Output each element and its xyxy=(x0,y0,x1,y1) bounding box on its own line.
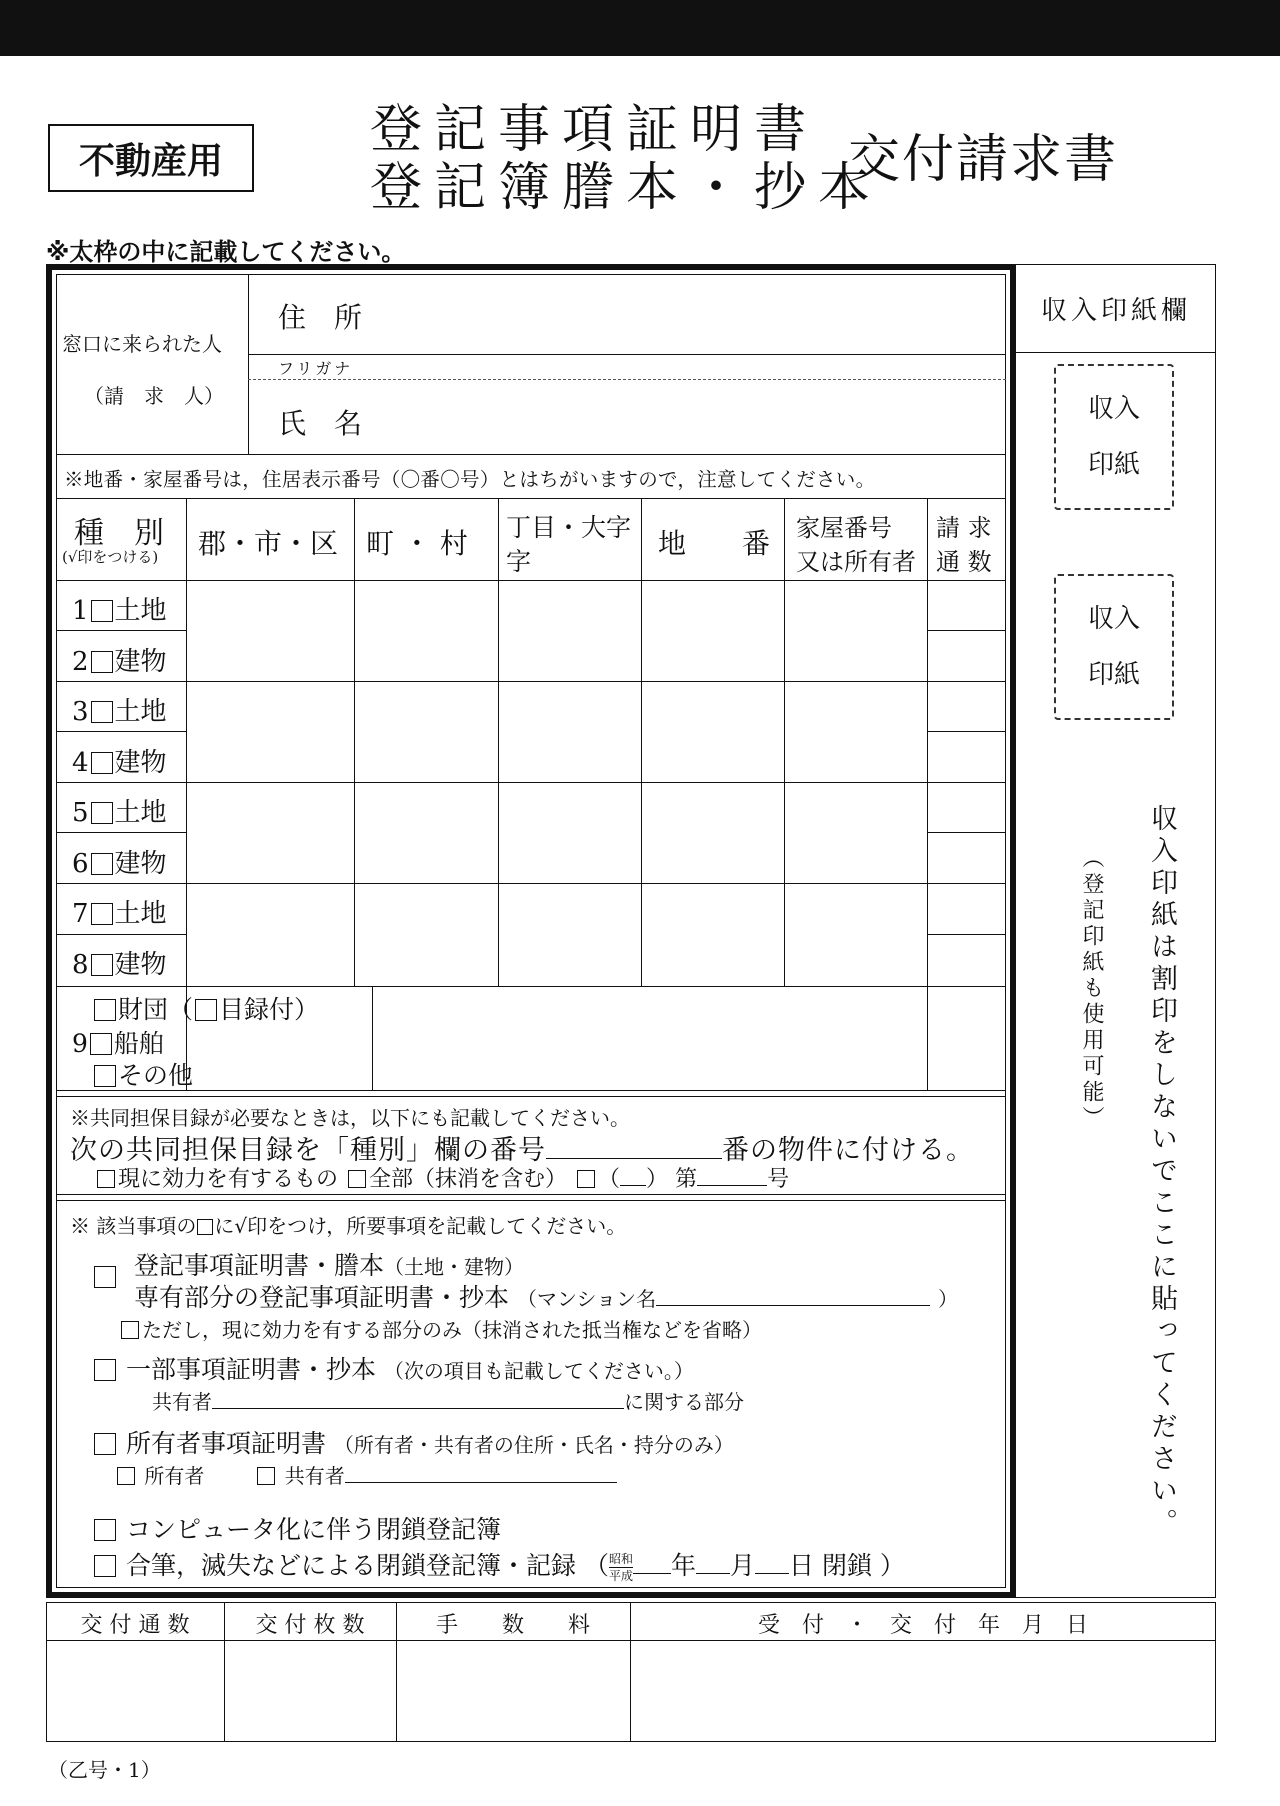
col-house: 家屋番号 xyxy=(796,514,892,542)
row9-opt1-sub: 目録付） xyxy=(219,995,320,1024)
item1-line2 xyxy=(134,1278,958,1314)
checkbox[interactable] xyxy=(577,1170,595,1188)
col-copies: 請 求 xyxy=(936,514,992,542)
stamp-note-main: 収入印紙は割印をしないでここに貼ってください。 xyxy=(1146,804,1177,1540)
day-label: 日 閉鎖 xyxy=(789,1551,872,1580)
catalog-number-field[interactable] xyxy=(697,1164,767,1186)
scan-top-band xyxy=(0,0,1280,56)
row-number: 5 xyxy=(72,798,89,828)
stamp-label: 収入 xyxy=(1087,604,1140,634)
opt-current: 現に効力を有するもの xyxy=(118,1167,339,1192)
checkbox[interactable] xyxy=(94,1519,116,1541)
row-number: 1 xyxy=(72,596,89,626)
coowner-label: 共有者 xyxy=(284,1464,345,1488)
footer-copies: 交 付 通 数 xyxy=(80,1613,190,1638)
item1-line1 xyxy=(134,1246,524,1282)
col-chome-aza: 字 xyxy=(506,547,532,576)
checkbox[interactable] xyxy=(94,1555,116,1577)
row-number: 8 xyxy=(72,950,89,980)
item3-options xyxy=(114,1460,617,1489)
row-2[interactable] xyxy=(72,641,167,678)
go-label: 号 xyxy=(767,1167,790,1192)
checkbox[interactable] xyxy=(121,1321,139,1339)
checkbox[interactable] xyxy=(94,1065,116,1087)
checkbox[interactable] xyxy=(91,701,113,723)
month-label: 月 xyxy=(729,1551,755,1580)
item3-coowner-field[interactable] xyxy=(345,1463,617,1483)
col-lot: 地 番 xyxy=(658,527,771,560)
row-3[interactable] xyxy=(72,691,167,728)
item5-close: ） xyxy=(879,1551,905,1580)
item2-coowner-line xyxy=(152,1386,744,1415)
mansion-name-field[interactable] xyxy=(656,1281,930,1306)
checkbox[interactable] xyxy=(348,1170,366,1188)
address-label: 住 所 xyxy=(278,301,363,334)
checkbox[interactable] xyxy=(94,1433,116,1455)
row-kind: 土地 xyxy=(114,697,167,727)
row-kind: 建物 xyxy=(114,849,167,879)
row-number: 2 xyxy=(72,647,89,677)
row-kind: 土地 xyxy=(114,596,167,626)
checkbox[interactable] xyxy=(91,903,113,925)
item1-title2: 専有部分の登記事項証明書・抄本 xyxy=(134,1283,510,1312)
options-notice xyxy=(70,1210,626,1239)
opt-all: 全部（抹消を含む） xyxy=(369,1167,568,1192)
collateral-line-pre: 次の共同担保目録を「種別」欄の番号 xyxy=(70,1135,546,1166)
item2-title: 一部事項証明書・抄本 xyxy=(125,1355,376,1384)
item3-sub: （所有者・共有者の住所・氏名・持分のみ） xyxy=(333,1433,734,1457)
row-number: 7 xyxy=(72,899,89,929)
item1-sub: （土地・建物） xyxy=(384,1255,525,1279)
options-notice-post: に√印をつけ，所要事項を記載してください。 xyxy=(214,1214,627,1238)
col-type-sub: (√印をつける) xyxy=(62,548,159,566)
lot-number-notice: ※地番・家屋番号は，住居表示番号（〇番〇号）とはちがいますので，注意してください。 xyxy=(64,468,876,491)
name-label: 氏 名 xyxy=(278,407,363,440)
row-4[interactable] xyxy=(72,742,167,779)
footer-fee: 手 数 料 xyxy=(435,1613,590,1638)
form-code: （乙号・1） xyxy=(48,1758,161,1782)
collateral-options xyxy=(94,1162,789,1193)
item5 xyxy=(92,1546,905,1584)
collateral-number-field[interactable] xyxy=(546,1132,722,1159)
coowner-suffix: に関する部分 xyxy=(624,1390,744,1414)
stamp-label: 収入 xyxy=(1087,394,1140,424)
row-number: 3 xyxy=(72,697,89,727)
row-5[interactable] xyxy=(72,792,167,829)
category-label: 不動産用 xyxy=(78,140,223,182)
item4 xyxy=(92,1510,501,1546)
col-type: 種 別 xyxy=(74,516,164,551)
row-kind: 建物 xyxy=(114,950,167,980)
checkbox[interactable] xyxy=(257,1467,275,1485)
day-field[interactable] xyxy=(755,1549,789,1574)
item5-title: 閉鎖登記簿・記録 xyxy=(375,1551,576,1580)
paren-open: （ xyxy=(598,1167,621,1192)
row-number: 4 xyxy=(72,748,89,778)
row-1[interactable] xyxy=(72,590,167,627)
item1-sub-option xyxy=(118,1314,762,1343)
row9-opt1: 財団（ xyxy=(118,995,194,1024)
paren-field[interactable] xyxy=(620,1164,646,1186)
col-town: 町 ・ 村 xyxy=(366,527,468,560)
era-stack[interactable] xyxy=(609,1551,633,1584)
stamp-note-sub: （登記印紙も使用可能） xyxy=(1079,846,1104,1132)
row-kind: 土地 xyxy=(114,798,167,828)
checkbox[interactable] xyxy=(195,999,217,1021)
collateral-line-post: 番の物件に付ける。 xyxy=(722,1135,974,1166)
furigana-label: フリガナ xyxy=(278,359,354,378)
footer-date: 受 付 ・ 交 付 年 月 日 xyxy=(757,1613,1088,1638)
stamp-area-2[interactable] xyxy=(1054,574,1174,720)
title-suffix: 交付請求書 xyxy=(848,130,1119,190)
year-field[interactable] xyxy=(633,1549,671,1574)
options-notice-pre: ※ 該当事項の xyxy=(70,1214,197,1238)
year-label: 年 xyxy=(670,1551,696,1580)
checkbox[interactable] xyxy=(94,1359,116,1381)
row-kind: 土地 xyxy=(114,899,167,929)
instruction-text: ※太枠の中に記載してください。 xyxy=(46,238,406,266)
paren-close: ） xyxy=(646,1167,669,1192)
item4-title: 閉鎖登記簿 xyxy=(375,1515,501,1544)
stamp-label: 印紙 xyxy=(1087,450,1140,480)
row-9-foundation[interactable] xyxy=(92,990,319,1026)
owner-label: 所有者 xyxy=(144,1464,205,1488)
col-house-owner: 又は所有者 xyxy=(796,548,916,576)
title-line1: 登記事項証明書 xyxy=(370,100,819,160)
row-6[interactable] xyxy=(72,843,167,880)
name-field[interactable] xyxy=(380,386,1000,448)
row9-opt3: その他 xyxy=(118,1061,194,1090)
checkbox[interactable] xyxy=(91,651,113,673)
item3 xyxy=(92,1424,734,1460)
checkbox[interactable] xyxy=(91,802,113,824)
checkbox[interactable] xyxy=(91,853,113,875)
applicant-role: （請 求 人） xyxy=(84,384,224,408)
furigana-field[interactable] xyxy=(380,356,1000,378)
checkbox[interactable] xyxy=(91,954,113,976)
row-7[interactable] xyxy=(72,893,167,930)
month-field[interactable] xyxy=(696,1549,730,1574)
item1-close: ） xyxy=(938,1287,959,1311)
item5-open: （ xyxy=(583,1551,609,1580)
coowner-field[interactable] xyxy=(212,1389,624,1409)
item1-title: 登記事項証明書・謄本 xyxy=(134,1251,385,1280)
col-district: 郡・市・区 xyxy=(198,527,339,560)
row-kind: 建物 xyxy=(114,647,167,677)
item1-sub2: （マンション名 xyxy=(516,1287,657,1311)
coowner-label: 共有者 xyxy=(152,1390,212,1414)
checkbox[interactable] xyxy=(91,600,113,622)
row-number: 9 xyxy=(72,1029,88,1058)
row-9-ship[interactable] xyxy=(72,1024,164,1060)
checkbox[interactable] xyxy=(94,999,116,1021)
stamp-area-1[interactable] xyxy=(1054,364,1174,510)
col-copies-count: 通 数 xyxy=(936,548,992,576)
item5-pre: 合筆，滅失などによる xyxy=(125,1551,376,1580)
row-kind: 建物 xyxy=(114,748,167,778)
item2 xyxy=(92,1350,694,1386)
checkbox[interactable] xyxy=(97,1170,115,1188)
era-showa: 昭和 xyxy=(608,1552,633,1566)
checkbox[interactable] xyxy=(117,1467,135,1485)
collateral-notice: ※共同担保目録が必要なときは，以下にも記載してください。 xyxy=(70,1106,630,1130)
row9-opt2: 船舶 xyxy=(113,1029,164,1058)
era-heisei: 平成 xyxy=(608,1569,633,1583)
address-field[interactable] xyxy=(380,282,1000,348)
item1-sub-text: ただし，現に効力を有する部分のみ（抹消された抵当権などを省略） xyxy=(142,1318,762,1342)
row-9-other[interactable] xyxy=(92,1056,193,1092)
category-badge xyxy=(48,124,254,192)
stamp-label: 印紙 xyxy=(1087,660,1140,690)
title-line2: 登記簿謄本・抄本 xyxy=(370,158,883,218)
stamp-column-header: 収入印紙欄 xyxy=(1040,296,1191,326)
item2-sub: （次の項目も記載してください。） xyxy=(383,1359,694,1383)
row-8[interactable] xyxy=(72,944,167,981)
checkbox-icon xyxy=(197,1219,213,1235)
dai-label: 第 xyxy=(675,1167,698,1192)
item4-pre: コンピュータ化に伴う xyxy=(125,1515,376,1544)
applicant-label: 窓口に来られた人 xyxy=(62,332,222,356)
footer-sheets: 交 付 枚 数 xyxy=(255,1613,365,1638)
item1-checkbox[interactable] xyxy=(94,1266,116,1288)
checkbox[interactable] xyxy=(90,1033,112,1055)
row-number: 6 xyxy=(72,849,89,879)
checkbox[interactable] xyxy=(91,752,113,774)
col-chome: 丁目・大字 xyxy=(506,513,632,542)
item3-title: 所有者事項証明書 xyxy=(125,1429,326,1458)
